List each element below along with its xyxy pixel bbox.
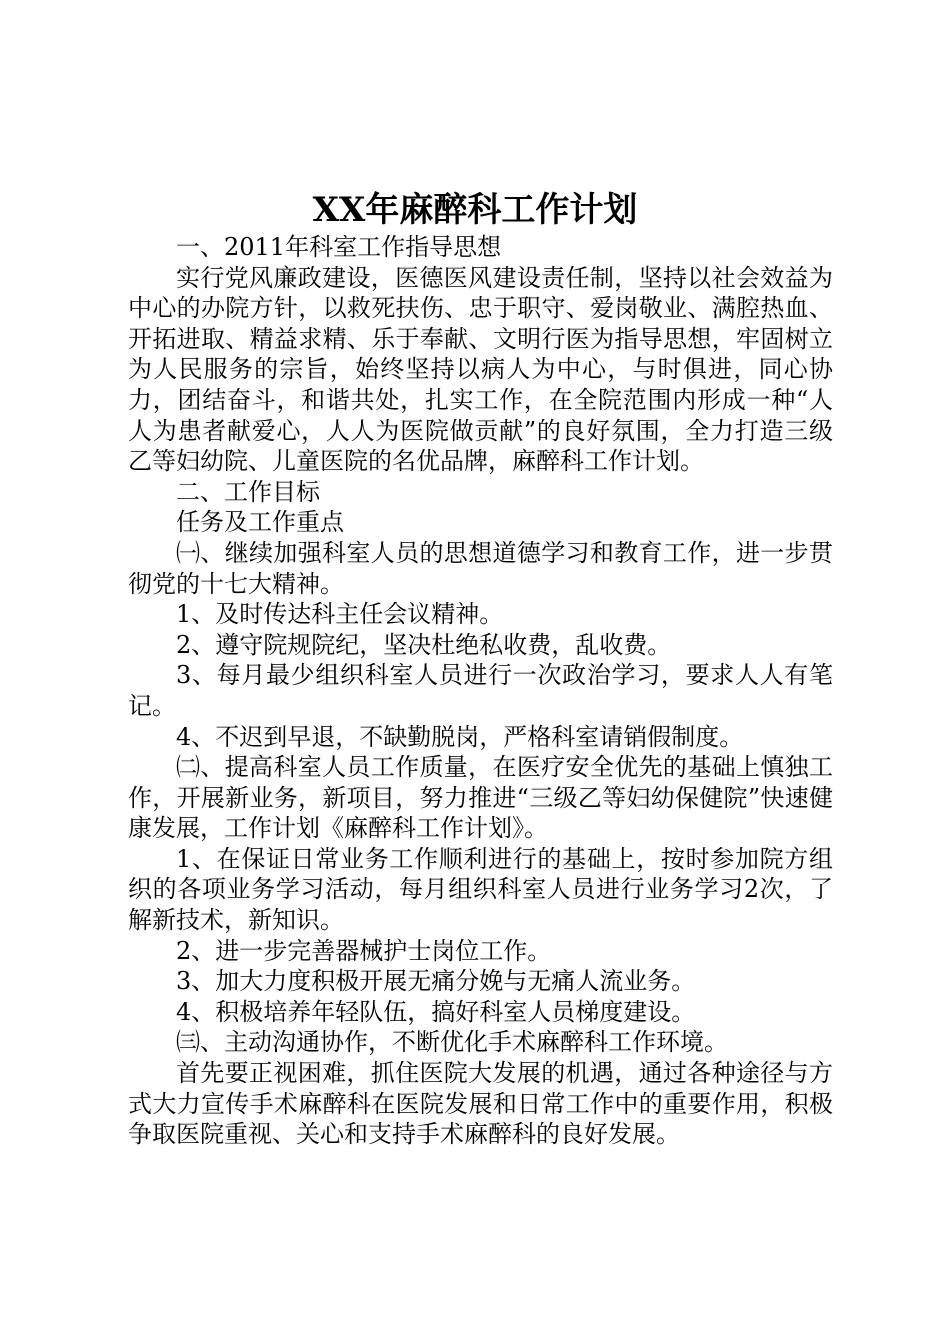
document-title: XX年麻醉科工作计划 [312,190,638,230]
list-item: 4、积极培养年轻队伍，搞好科室人员梯度建设。 [176,997,696,1026]
list-item: 2、进一步完善器械护士岗位工作。 [176,936,552,965]
section-heading-work-goals: 二、工作目标 [176,477,320,506]
list-item: 2、遵守院规院纪，坚决杜绝私收费，乱收费。 [176,630,672,659]
list-item: 3、加大力度积极开展无痛分娩与无痛人流业务。 [176,967,696,996]
list-item: 3、每月最少组织科室人员进行一次政治学习，要求人人有笔记。 [128,661,833,720]
item-heading-3: ㈢、主动沟通协作，不断优化手术麻醉科工作环境。 [176,1028,728,1057]
item-heading-2: ㈡、提高科室人员工作质量，在医疗安全优先的基础上慎独工作，开展新业务，新项目，努力推进“三级乙等妇幼保健院”快速健康发展，工作计划《麻醉科工作计划》。 [128,753,833,843]
document-body [128,232,833,1150]
paragraph-communication: 首先要正视困难，抓住医院大发展的机遇，通过各种途径与方式大力宣传手术麻醉科在医院发展和日常工作中的重要作用，积极争取医院重视、关心和支持手术麻醉科的良好发展。 [128,1059,833,1149]
subheading-tasks-priorities: 任务及工作重点 [176,508,344,537]
list-item: 1、及时传达科主任会议精神。 [176,600,504,629]
paragraph-guiding-ideology: 实行党风廉政建设，医德医风建设责任制，坚持以社会效益为中心的办院方针，以救死扶伤、忠于职守、爱岗敬业、满腔热血、开拓进取、精益求精、乐于奉献、文明行医为指导思想，牢固树立为人民服务的宗旨，始终坚持以病人为中心，与时俱进，同心协力，团结奋斗，和谐共处，扎实工作，在全院范围内形成一种“人人为患者献爱心，人人为医院做贡献”的良好氛围，全力打造三级乙等妇幼院、儿童医院的名优品牌，麻醉科工作计划。 [128,263,833,476]
item-heading-1: ㈠、继续加强科室人员的思想道德学习和教育工作，进一步贯彻党的十七大精神。 [128,538,833,598]
list-item: 1、在保证日常业务工作顺利进行的基础上，按时参加院方组织的各项业务学习活动，每月组织科室人员进行业务学习2次，了解新技术，新知识。 [128,844,833,935]
list-item: 4、不迟到早退，不缺勤脱岗，严格科室请销假制度。 [176,722,744,751]
section-heading-guiding-ideology: 一、2011年科室工作指导思想 [176,233,502,261]
